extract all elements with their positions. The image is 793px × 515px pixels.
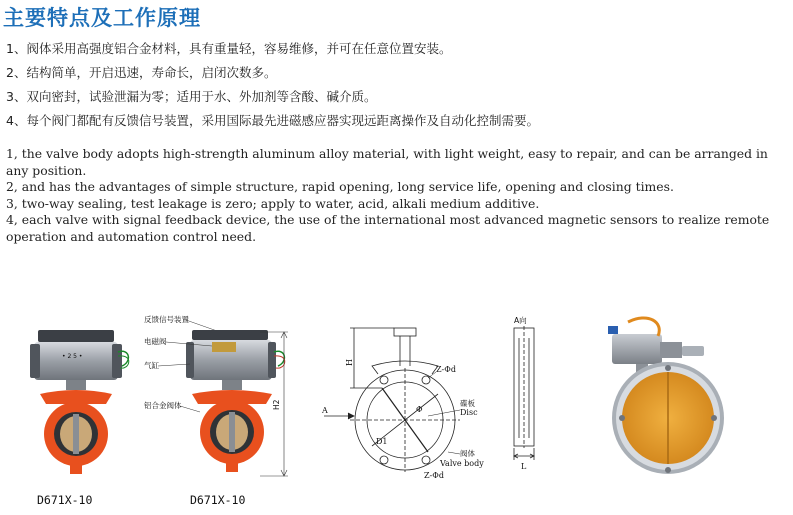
dim-zd-top: Z-Φd <box>436 365 456 374</box>
dim-phi: Φ <box>416 405 423 414</box>
side-view-drawing <box>500 314 552 474</box>
feature-en-1: 1, the valve body adopts high-strength aluminum alloy material, with light weight, easy to repair, and can be arranged in any position. <box>6 146 768 178</box>
label-cylinder: 气缸 <box>144 361 159 370</box>
feature-en-3: 3, two-way sealing, test leakage is zero; apply to water, acid, alkali medium additive. <box>6 195 540 211</box>
feature-en-2: 2, and has the advantages of simple structure, rapid opening, long service life, opening and closing times. <box>6 179 674 195</box>
photo-1-caption: D671X-10 <box>37 493 93 507</box>
valve-photo-2 <box>140 312 296 484</box>
label-valvebody-en: Valve body <box>440 459 484 468</box>
features-en <box>6 146 786 246</box>
valve-photo-1 <box>26 322 138 482</box>
valve-photo-3 <box>598 312 738 484</box>
feature-en-4: 4, each valve with signal feedback device, the use of the international most advanced magnetic sensors to realize remote operation and automation control need. <box>6 212 770 244</box>
feature-zh-1: 1、阀体采用高强度铝合金材料，具有重量轻，容易维修，并可在任意位置安装。 <box>6 41 452 56</box>
label-disc-en: Disc <box>460 408 478 417</box>
front-view-drawing <box>320 326 490 482</box>
label-solenoid: 电磁阀 <box>144 337 167 346</box>
feature-zh-4: 4、每个阀门都配有反馈信号装置，采用国际最先进磁感应器实现远距离操作及自动化控制需要。 <box>6 113 539 128</box>
photo-2-caption: D671X-10 <box>190 493 246 507</box>
side-view-label: A向 <box>514 316 527 325</box>
label-valvebody-zh: 阀体 <box>460 449 475 458</box>
actuator-plate: • 2 5 • <box>62 353 83 360</box>
label-h2: H2 <box>272 399 281 410</box>
page-title: 主要特点及工作原理 <box>3 6 201 30</box>
label-feedback: 反馈信号装置 <box>144 315 189 324</box>
dim-zd-bottom: Z-Φd <box>424 471 444 480</box>
dim-a: A <box>322 406 328 415</box>
dim-l: L <box>521 462 527 471</box>
feature-zh-3: 3、双向密封，试验泄漏为零；适用于水、外加剂等含酸、碱介质。 <box>6 89 377 104</box>
label-disc-zh: 碟板 <box>460 399 475 408</box>
dim-d1: D1 <box>376 437 388 446</box>
dim-h: H <box>345 359 354 366</box>
label-body: 铝合金阀体 <box>144 401 182 410</box>
feature-zh-2: 2、结构简单，开启迅速，寿命长，启闭次数多。 <box>6 65 277 80</box>
